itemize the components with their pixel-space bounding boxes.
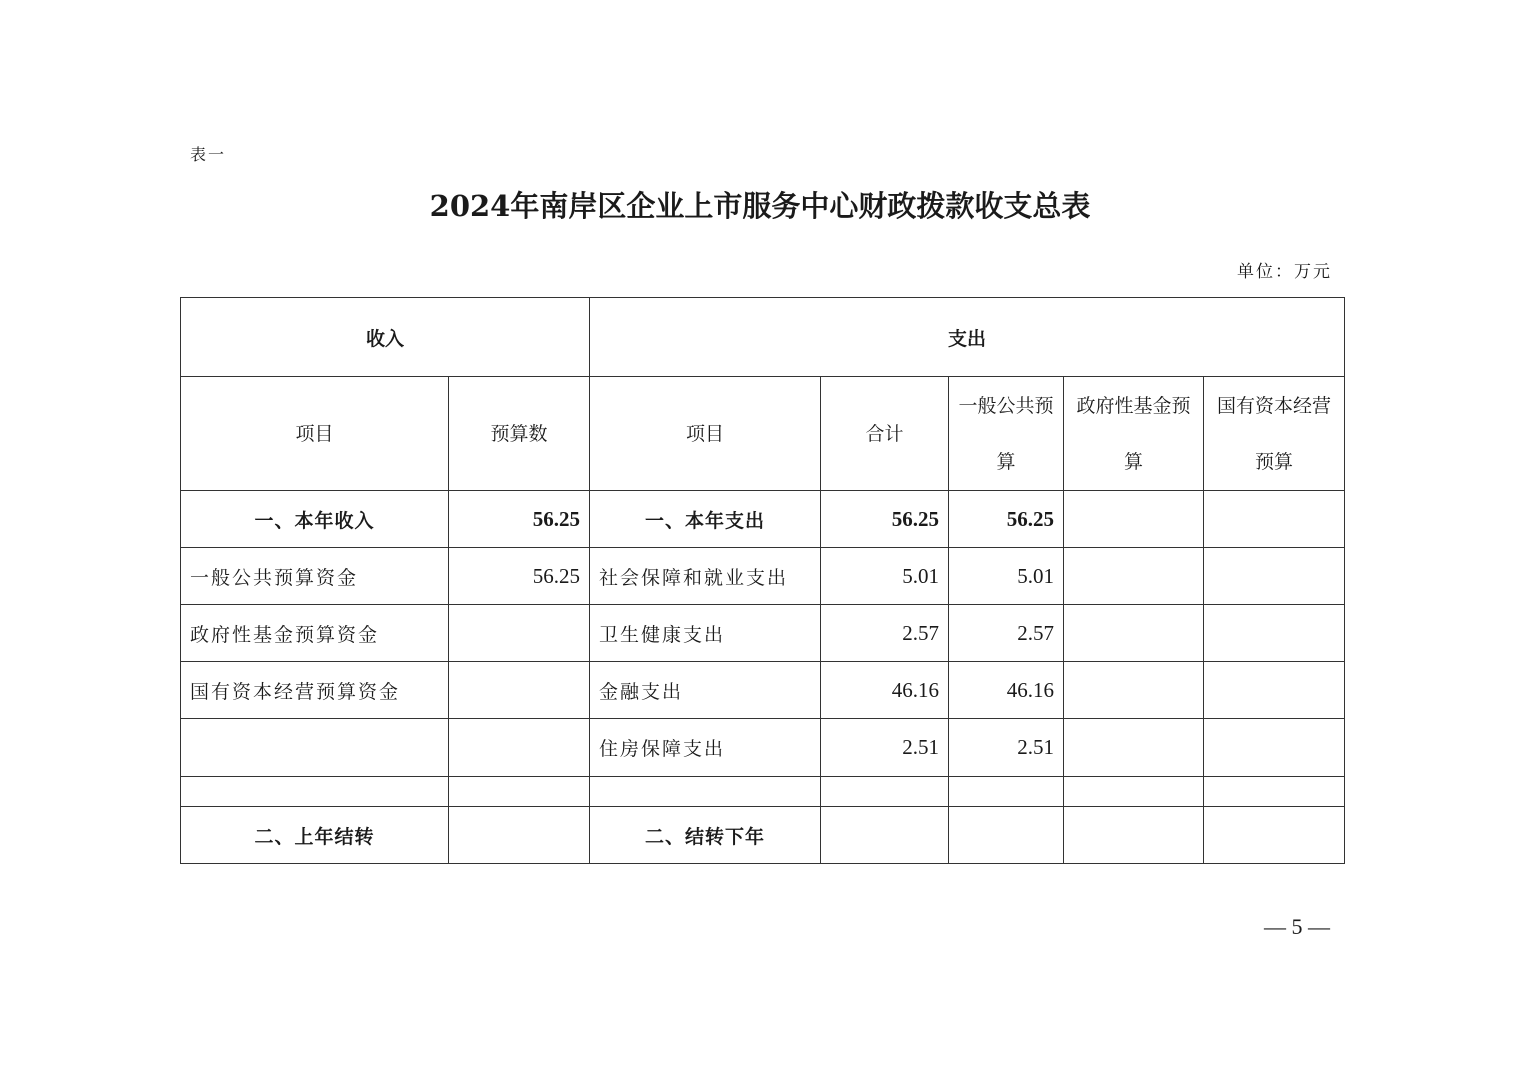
gov-fund [1064, 548, 1204, 605]
income-item: 政府性基金预算资金 [181, 605, 449, 662]
expense-header: 支出 [590, 298, 1345, 377]
expense-item: 二、结转下年 [590, 807, 821, 864]
state-capital [1204, 662, 1345, 719]
budget-table [180, 297, 1345, 864]
expense-item: 卫生健康支出 [590, 605, 821, 662]
unit-label: 单位：万元 [1237, 262, 1332, 282]
expense-item: 一、本年支出 [590, 491, 821, 548]
state-capital-header: 国有资本经营预算 [1204, 377, 1345, 491]
state-capital [1204, 777, 1345, 807]
state-capital [1204, 807, 1345, 864]
general-public: 46.16 [949, 662, 1064, 719]
table-label: 表一 [190, 145, 227, 164]
expense-item: 社会保障和就业支出 [590, 548, 821, 605]
total-header: 合计 [821, 377, 949, 491]
income-budget [449, 719, 590, 777]
gov-fund [1064, 807, 1204, 864]
income-item: 一、本年收入 [181, 491, 449, 548]
table-row [181, 491, 1345, 548]
table-row [181, 719, 1345, 777]
page-number: — 5 — [1264, 914, 1330, 939]
table-header-row-columns [181, 377, 1345, 491]
total: 2.57 [821, 605, 949, 662]
general-public: 56.25 [949, 491, 1064, 548]
table-row [181, 548, 1345, 605]
general-public: 2.57 [949, 605, 1064, 662]
income-item [181, 719, 449, 777]
expense-item: 住房保障支出 [590, 719, 821, 777]
general-public [949, 777, 1064, 807]
income-item: 二、上年结转 [181, 807, 449, 864]
state-capital [1204, 605, 1345, 662]
expense-item [590, 777, 821, 807]
total: 5.01 [821, 548, 949, 605]
income-budget: 56.25 [449, 491, 590, 548]
state-capital [1204, 719, 1345, 777]
expense-item-header: 项目 [590, 377, 821, 491]
total [821, 777, 949, 807]
general-public: 5.01 [949, 548, 1064, 605]
gov-fund [1064, 605, 1204, 662]
gov-fund [1064, 662, 1204, 719]
table-header-row-top [181, 298, 1345, 377]
income-budget-header: 预算数 [449, 377, 590, 491]
income-budget [449, 605, 590, 662]
gov-fund-header: 政府性基金预算 [1064, 377, 1204, 491]
income-budget [449, 662, 590, 719]
state-capital [1204, 548, 1345, 605]
income-item-header: 项目 [181, 377, 449, 491]
general-public [949, 807, 1064, 864]
table-row [181, 807, 1345, 864]
general-public-header: 一般公共预算 [949, 377, 1064, 491]
income-item: 国有资本经营预算资金 [181, 662, 449, 719]
total [821, 807, 949, 864]
gov-fund [1064, 719, 1204, 777]
table-row [181, 605, 1345, 662]
expense-item: 金融支出 [590, 662, 821, 719]
general-public: 2.51 [949, 719, 1064, 777]
total: 2.51 [821, 719, 949, 777]
state-capital [1204, 491, 1345, 548]
total: 56.25 [821, 491, 949, 548]
income-budget [449, 777, 590, 807]
income-header: 收入 [181, 298, 590, 377]
gov-fund [1064, 491, 1204, 548]
income-item [181, 777, 449, 807]
table-row [181, 662, 1345, 719]
gov-fund [1064, 777, 1204, 807]
income-budget: 56.25 [449, 548, 590, 605]
page-title: 2024年南岸区企业上市服务中心财政拨款收支总表 [429, 189, 1091, 223]
table-row [181, 777, 1345, 807]
income-item: 一般公共预算资金 [181, 548, 449, 605]
income-budget [449, 807, 590, 864]
total: 46.16 [821, 662, 949, 719]
